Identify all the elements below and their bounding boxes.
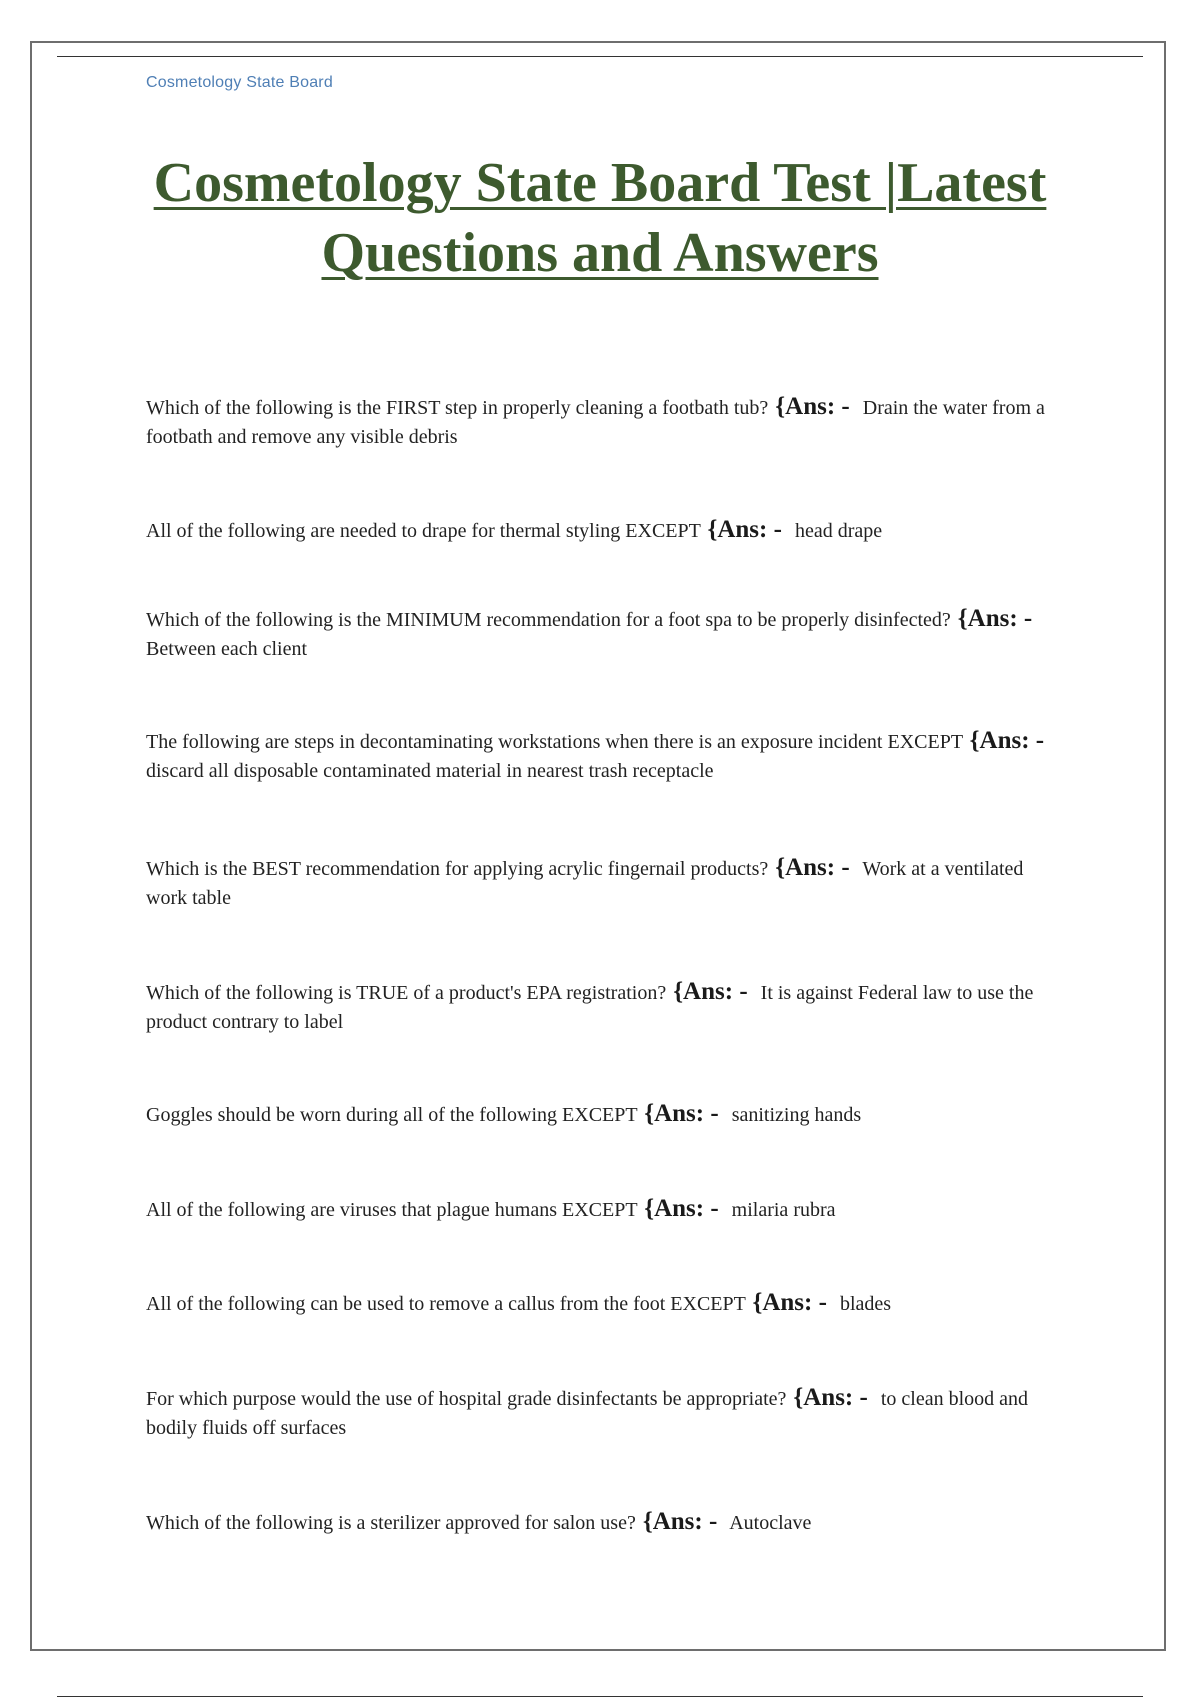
answer-text: Drain the water from a footbath and remove any visible debris — [146, 397, 1045, 448]
answer-label: {Ans: - — [673, 978, 748, 1005]
document-title — [100, 148, 1100, 288]
answer-text: Autoclave — [729, 1512, 812, 1534]
answer-text: sanitizing hands — [731, 1104, 862, 1126]
title-line-1: Cosmetology State Board Test |Latest — [153, 152, 1047, 214]
question-text: For which purpose would the use of hospital grade disinfectants be appropriate? — [146, 1388, 787, 1410]
question-text: Which of the following is the FIRST step in properly cleaning a footbath tub? — [146, 397, 769, 419]
answer-label: {Ans: - — [642, 1508, 718, 1535]
question-text: Which of the following is a sterilizer approved for salon use? — [146, 1512, 636, 1534]
qa-item-9 — [146, 1288, 1066, 1319]
answer-label: {Ans: - — [775, 393, 850, 420]
question-text: Which of the following is the MINIMUM recommendation for a foot spa to be properly disinfected? — [146, 609, 951, 631]
answer-text: discard all disposable contaminated material in nearest trash receptacle — [146, 760, 714, 782]
question-text: All of the following can be used to remove a callus from the foot EXCEPT — [146, 1293, 746, 1315]
qa-item-3 — [146, 604, 1066, 664]
question-text: All of the following are viruses that plague humans EXCEPT — [146, 1199, 638, 1221]
answer-text: It is against Federal law to use the product contrary to label — [146, 982, 1034, 1033]
qa-item-10 — [146, 1383, 1066, 1443]
answer-label: {Ans: - — [707, 516, 782, 543]
answer-label: {Ans: - — [644, 1195, 719, 1222]
qa-item-6 — [146, 977, 1066, 1037]
answer-label: {Ans: - — [793, 1384, 868, 1411]
qa-item-4 — [146, 726, 1066, 786]
answer-label: {Ans: - — [644, 1100, 719, 1127]
answer-text: blades — [839, 1293, 892, 1315]
qa-item-8 — [146, 1194, 1066, 1225]
answer-label: {Ans: - — [752, 1289, 827, 1316]
answer-label: {Ans: - — [775, 854, 850, 881]
question-text: Goggles should be worn during all of the following EXCEPT — [146, 1104, 638, 1126]
question-text: The following are steps in decontaminating workstations when there is an exposure incident EXCEPT — [146, 731, 963, 753]
question-text: Which of the following is TRUE of a product's EPA registration? — [146, 982, 667, 1004]
question-text: All of the following are needed to drape for thermal styling EXCEPT — [146, 520, 701, 542]
qa-item-7 — [146, 1099, 1066, 1130]
footer-rule — [57, 1696, 1143, 1697]
qa-item-1 — [146, 392, 1066, 452]
running-header: Cosmetology State Board — [146, 74, 333, 91]
qa-item-11 — [146, 1507, 1066, 1538]
qa-item-2 — [146, 515, 1066, 546]
qa-item-5 — [146, 853, 1066, 913]
answer-text: Between each client — [146, 638, 308, 660]
answer-text: head drape — [794, 520, 883, 542]
answer-text: to clean blood and bodily fluids off surfaces — [146, 1388, 1029, 1439]
header-rule — [57, 56, 1143, 57]
answer-text: Work at a ventilated work table — [146, 858, 1024, 909]
title-line-2: Questions and Answers — [321, 222, 879, 284]
answer-text: milaria rubra — [731, 1199, 836, 1221]
answer-label: {Ans: - — [969, 727, 1045, 754]
answer-label: {Ans: - — [957, 605, 1033, 632]
question-text: Which is the BEST recommendation for applying acrylic fingernail products? — [146, 858, 769, 880]
